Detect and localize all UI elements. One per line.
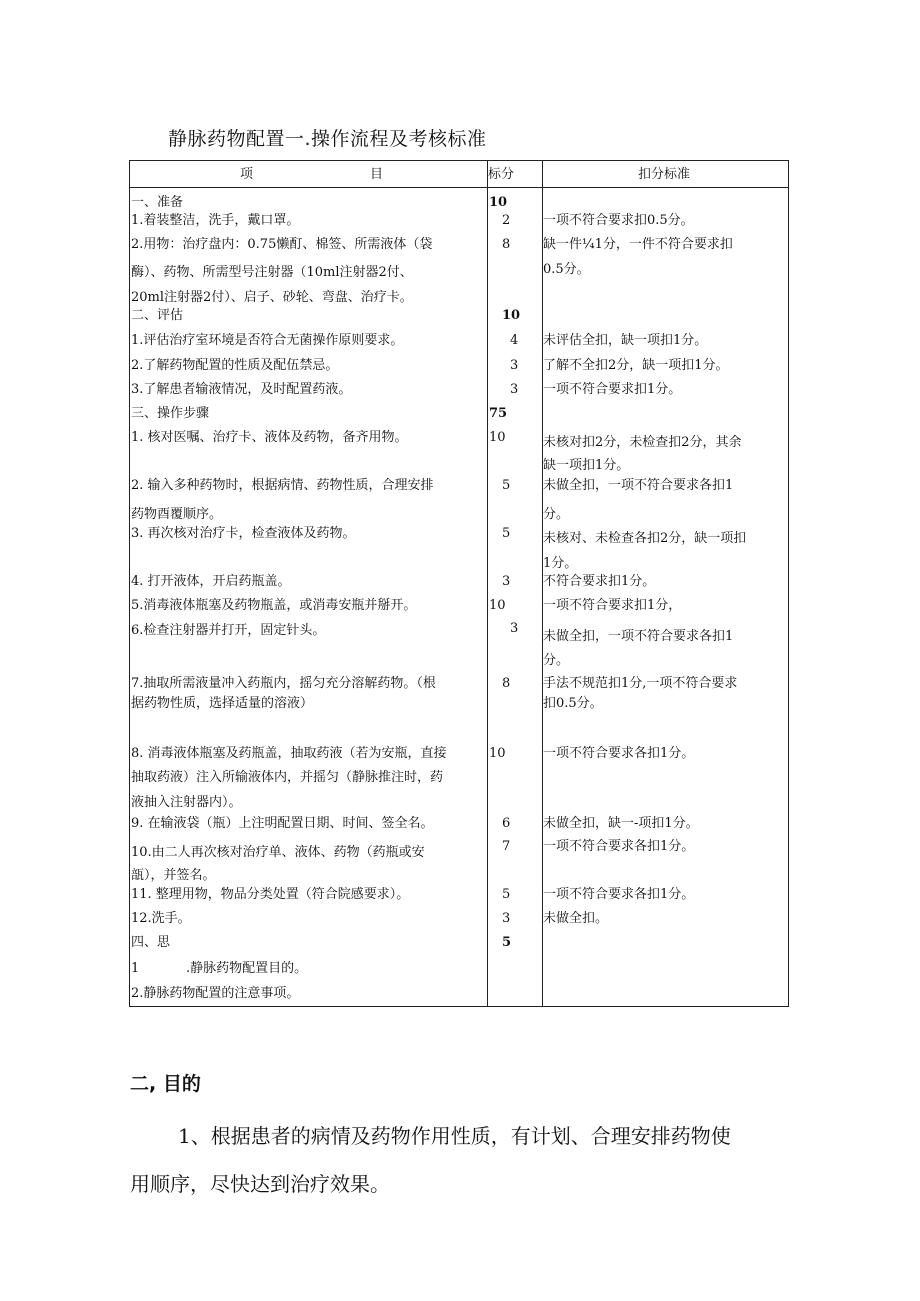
section-score-prep: 10 — [489, 195, 508, 210]
header-item-left: 项 — [240, 167, 254, 182]
item-text: 1.评估治疗室环境是否符合无菌操作原则要求。 — [131, 333, 404, 348]
section-label-steps: 三、操作步骤 — [131, 406, 210, 421]
item-score: 5 — [502, 526, 511, 541]
item-score: 4 — [510, 333, 519, 348]
item-score: 3 — [510, 358, 519, 373]
header-criteria: 扣分标准 — [638, 167, 691, 182]
item-score: 10 — [489, 746, 506, 761]
item-criteria: 一项不符合要求扣1分。 — [543, 382, 682, 397]
section-score-assess: 10 — [502, 308, 521, 323]
item-criteria: 一项不符合要求各扣1分。 — [543, 839, 695, 854]
assessment-table — [129, 160, 789, 1007]
section-score-steps: 75 — [489, 406, 508, 421]
item-text: 2.了解药物配置的性质及配伍禁忌。 — [131, 358, 339, 373]
item-criteria: 缺一项扣1分。 — [543, 458, 630, 473]
item-text: 5.消毒液体瓶塞及药物瓶盖，或消毒安瓶并掰开。 — [131, 598, 417, 613]
item-criteria: 不符合要求扣1分。 — [543, 574, 656, 589]
document-title: 静脉药物配置一.操作流程及考核标准 — [168, 128, 487, 150]
header-score: 标分 — [488, 167, 515, 182]
item-criteria: 未做全扣，一项不符合要求各扣1 — [543, 478, 734, 493]
section-score-think: 5 — [502, 935, 512, 950]
item-score: 10 — [489, 430, 506, 445]
item-text: 药物酉覆顺序。 — [131, 507, 223, 522]
item-criteria: 未核对、未检查各扣2分，缺一项扣 — [543, 531, 747, 546]
item-criteria: 未做全扣，一项不符合要求各扣1 — [543, 629, 734, 644]
item-score: 3 — [502, 574, 511, 589]
think-item-number: 1 — [131, 961, 140, 976]
item-score: 3 — [510, 621, 519, 636]
section-label-assess: 二、评估 — [131, 308, 184, 323]
item-text: 2.用物：治疗盘内：0.75懒酊、棉签、所需液体（袋 — [131, 237, 433, 252]
header-item-right: 目 — [370, 167, 384, 182]
item-score: 8 — [502, 237, 511, 252]
item-criteria: 分。 — [543, 653, 570, 668]
item-text: 酶）、药物、所需型号注射器（10ml注射器2付、 — [131, 265, 413, 280]
item-score: 10 — [489, 598, 506, 613]
item-score: 3 — [502, 911, 511, 926]
item-criteria: 未评估全扣，缺一项扣1分。 — [543, 333, 708, 348]
item-text: 11. 整理用物，物品分类处置（符合院感要求）。 — [131, 887, 410, 902]
item-text: 7.抽取所需液量冲入药瓶内，摇匀充分溶解药物。（根 — [131, 676, 436, 691]
item-criteria: 未做全扣，缺一-项扣1分。 — [543, 816, 699, 831]
item-criteria: 一项不符合要求扣0.5分。 — [543, 213, 694, 228]
item-criteria: 未做全扣。 — [543, 911, 609, 926]
item-criteria: 了解不全扣2分，缺一项扣1分。 — [543, 358, 729, 373]
paragraph-line: 用顺序，尽快达到治疗效果。 — [130, 1172, 390, 1196]
item-text: 6.检查注射器并打开，固定针头。 — [131, 623, 326, 638]
item-text: 2. 输入多种药物时，根据病情、药物性质，合理安排 — [131, 478, 434, 493]
header-divider — [130, 187, 788, 188]
item-score: 5 — [502, 887, 511, 902]
item-criteria: 扣0.5分。 — [543, 696, 603, 711]
item-text: 瓿），并签名。 — [131, 868, 216, 883]
item-criteria: 1分。 — [543, 556, 578, 571]
item-criteria: 手法不规范扣1分,一项不符合要求 — [543, 676, 738, 691]
section-heading: 二, 目的 — [130, 1073, 201, 1095]
item-text: 20ml注射器2付）、启子、砂轮、弯盘、治疗卡。 — [131, 290, 413, 305]
item-text: 8. 消毒液体瓶塞及药瓶盖，抽取药液（若为安瓶，直接 — [131, 746, 447, 761]
column-divider — [487, 161, 488, 1006]
item-score: 8 — [502, 676, 511, 691]
item-text: 4. 打开液体，开启药瓶盖。 — [131, 574, 291, 589]
item-text: 1. 核对医嘱、治疗卡、液体及药物，备齐用物。 — [131, 430, 408, 445]
item-criteria: 一项不符合要求各扣1分。 — [543, 887, 695, 902]
item-text: 12.洗手。 — [131, 911, 191, 926]
item-score: 5 — [502, 478, 511, 493]
item-criteria: 0.5分。 — [543, 262, 590, 277]
item-text: 液抽入注射器内）。 — [131, 795, 242, 810]
item-criteria: 一项不符合要求各扣1分。 — [543, 746, 695, 761]
section-label-think: 四、思 — [131, 935, 171, 950]
item-text: 3.了解患者输液情况，及时配置药液。 — [131, 382, 352, 397]
item-criteria: 分。 — [543, 507, 570, 522]
item-score: 7 — [502, 839, 511, 854]
item-text: 据药物性质，选择适量的溶液） — [131, 696, 314, 711]
think-item-text: .静脉药物配置目的。 — [186, 961, 308, 976]
item-criteria: 一项不符合要求扣1分， — [543, 598, 682, 613]
item-text: 3. 再次核对治疗卡，检查液体及药物。 — [131, 526, 356, 541]
item-criteria: 缺一件¼1分，一件不符合要求扣 — [543, 237, 733, 252]
item-text: 1.着装整洁，洗手，戴口罩。 — [131, 213, 300, 228]
paragraph-line: 1、根据患者的病情及药物作用性质，有计划、合理安排药物使 — [178, 1124, 731, 1148]
item-text: 9. 在输液袋（瓶）上注明配置日期、时间、签全名。 — [131, 816, 434, 831]
think-item-text: 2.静脉药物配置的注意事项。 — [131, 986, 300, 1001]
item-score: 2 — [502, 213, 511, 228]
item-text: 10.由二人再次核对治疗单、液体、药物（药瓶或安 — [131, 845, 425, 860]
item-text: 抽取药液）注入所输液体内，并摇匀（静脉推注时，药 — [131, 770, 444, 785]
item-score: 6 — [502, 816, 511, 831]
item-criteria: 未核对扣2分，未检查扣2分，其余 — [543, 435, 742, 450]
item-score: 3 — [510, 382, 519, 397]
section-label-prep: 一、准备 — [131, 195, 184, 210]
